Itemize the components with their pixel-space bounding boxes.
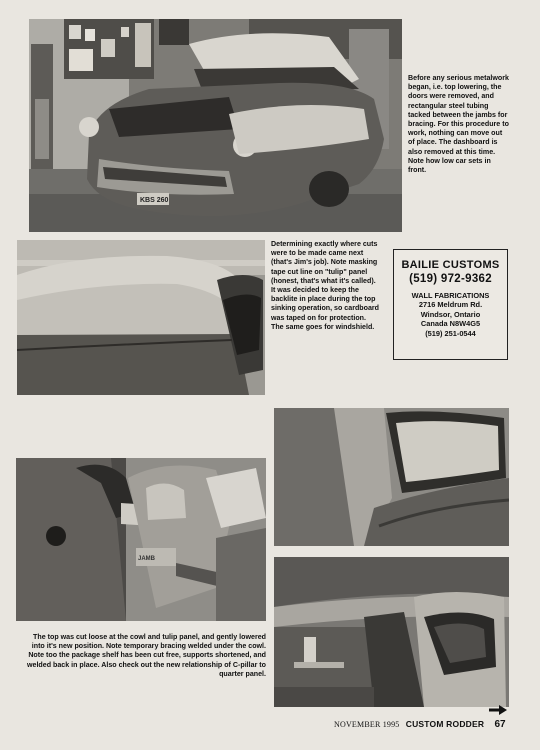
ad-phone: (519) 972-9362 [409, 273, 492, 285]
page-footer [334, 719, 514, 733]
ad-box [393, 249, 508, 360]
jamb-tag-text: JAMB [138, 556, 156, 562]
footer-magazine-title: CUSTOM RODDER [405, 719, 485, 729]
license-plate-text: KBS 260 [140, 197, 169, 204]
ad-line: 2716 Meldrum Rd. [418, 300, 483, 310]
ad-line: (519) 251-0544 [425, 328, 476, 338]
continue-arrow-icon [489, 705, 507, 715]
caption-top: Before any serious metalwork began, i.e. top lowering, the doors were removed, and rectangular steel tubing tacked between the jambs for bracing. For this procedure to work, nothing can move out of place. The dashboard is also removed at this time. Note how low car sets in front. [408, 74, 509, 175]
page-number: 67 [494, 719, 506, 730]
photo-package-shelf [274, 557, 509, 707]
photo-window-detail [274, 408, 509, 546]
ad-business-name: BAILIE CUSTOMS [401, 259, 500, 271]
photo-car-front-garage [29, 19, 402, 232]
caption-middle: Determining exactly where cuts were to be made came next (that's Jim's job). Note masking tape cut line on "tulip" panel (honest, that's what it's called). It was decided to keep the backlite in place during the top sinking operation, so cardboard was taped on for protection. The same goes for windshield. [271, 240, 379, 331]
ad-line: Canada N8W4G5 [420, 319, 481, 329]
photo-roof-masking-tape [17, 240, 265, 395]
caption-bottom: The top was cut loose at the cowl and tulip panel, and gently lowered into it's new position. Note temporary bracing welded under the cowl. Note too the package shelf has been cut free, supports shortened, and welded back in place. Also check out the new relationship of C-pillar to quarter panel. [27, 633, 266, 678]
ad-line: Windsor, Ontario [420, 309, 481, 319]
footer-date: NOVEMBER 1995 [334, 720, 400, 729]
photo-cowl-hinge [16, 458, 266, 621]
ad-line: WALL FABRICATIONS [411, 291, 490, 300]
